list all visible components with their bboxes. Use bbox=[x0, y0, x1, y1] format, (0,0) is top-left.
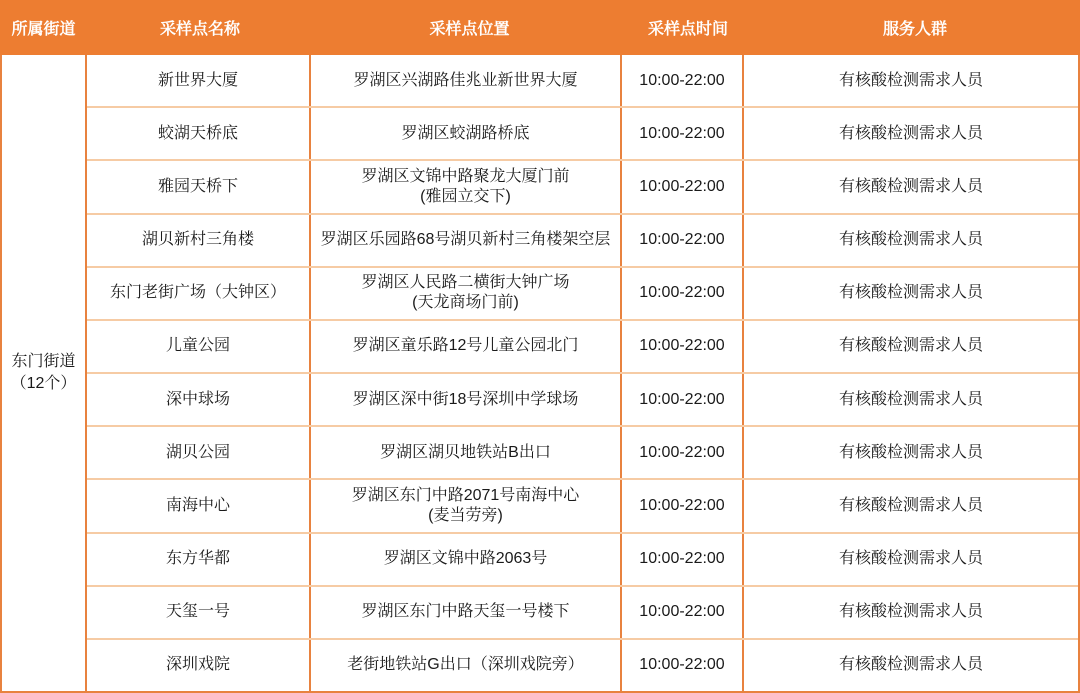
site-name-cell bbox=[87, 534, 311, 585]
site-time: 10:00-22:00 bbox=[639, 231, 725, 249]
site-time: 10:00-22:00 bbox=[639, 337, 725, 355]
service-group-cell bbox=[744, 321, 1078, 372]
site-location-line1: 罗湖区湖贝地铁站B出口 bbox=[380, 443, 551, 461]
site-time: 10:00-22:00 bbox=[639, 656, 725, 674]
site-location-line1: 罗湖区文锦中路2063号 bbox=[383, 550, 548, 568]
site-name: 雅园天桥下 bbox=[157, 177, 238, 195]
service-group: 有核酸检测需求人员 bbox=[838, 71, 983, 89]
table-row bbox=[87, 213, 1078, 266]
street-group-cell bbox=[2, 55, 87, 691]
service-group-cell bbox=[744, 268, 1078, 319]
site-time-cell bbox=[622, 587, 744, 638]
site-name: 深圳戏院 bbox=[165, 656, 230, 674]
street-group-name: 东门街道 bbox=[11, 353, 76, 370]
site-location-cell bbox=[311, 640, 622, 691]
header-service-group: 服务人群 bbox=[882, 21, 947, 38]
site-time-cell bbox=[622, 215, 744, 266]
service-group: 有核酸检测需求人员 bbox=[838, 337, 983, 355]
table-row bbox=[87, 425, 1078, 478]
service-group-cell bbox=[744, 161, 1078, 212]
service-group: 有核酸检测需求人员 bbox=[838, 177, 983, 195]
site-time-cell bbox=[622, 108, 744, 159]
service-group: 有核酸检测需求人员 bbox=[838, 231, 983, 249]
site-time-cell bbox=[622, 427, 744, 478]
service-group: 有核酸检测需求人员 bbox=[838, 656, 983, 674]
site-time-cell bbox=[622, 374, 744, 425]
site-location-cell bbox=[311, 480, 622, 531]
site-time: 10:00-22:00 bbox=[639, 71, 725, 89]
service-group-cell bbox=[744, 215, 1078, 266]
service-group: 有核酸检测需求人员 bbox=[838, 390, 983, 408]
site-time: 10:00-22:00 bbox=[639, 124, 725, 142]
site-location-line1: 罗湖区文锦中路聚龙大厦门前 bbox=[361, 167, 570, 185]
site-location-cell bbox=[311, 534, 622, 585]
site-name: 东门老街广场（大钟区） bbox=[109, 284, 286, 302]
rows-container bbox=[87, 55, 1078, 691]
site-name: 蛟湖天桥底 bbox=[157, 124, 238, 142]
site-name: 深中球场 bbox=[165, 390, 230, 408]
service-group: 有核酸检测需求人员 bbox=[838, 443, 983, 461]
site-name-cell bbox=[87, 268, 311, 319]
site-name: 湖贝公园 bbox=[165, 443, 230, 461]
site-name: 儿童公园 bbox=[165, 337, 230, 355]
service-group: 有核酸检测需求人员 bbox=[838, 603, 983, 621]
table-row bbox=[87, 638, 1078, 691]
site-location-cell bbox=[311, 161, 622, 212]
site-name: 天玺一号 bbox=[165, 603, 230, 621]
site-location-cell bbox=[311, 55, 622, 106]
site-name: 新世界大厦 bbox=[157, 71, 238, 89]
service-group: 有核酸检测需求人员 bbox=[838, 550, 983, 568]
header-site-name: 采样点名称 bbox=[159, 21, 240, 38]
table-row bbox=[87, 266, 1078, 319]
table-row bbox=[87, 106, 1078, 159]
table-row bbox=[87, 319, 1078, 372]
service-group-cell bbox=[744, 587, 1078, 638]
site-name-cell bbox=[87, 587, 311, 638]
site-location-line2: (天龙商场门前) bbox=[412, 294, 519, 312]
site-name-cell bbox=[87, 480, 311, 531]
site-name: 东方华都 bbox=[165, 550, 230, 568]
site-time-cell bbox=[622, 480, 744, 531]
site-location-cell bbox=[311, 321, 622, 372]
site-name: 南海中心 bbox=[165, 496, 230, 514]
site-time: 10:00-22:00 bbox=[639, 603, 725, 621]
service-group-cell bbox=[744, 55, 1078, 106]
site-time-cell bbox=[622, 321, 744, 372]
site-location-line2: (麦当劳旁) bbox=[428, 506, 503, 524]
site-time-cell bbox=[622, 268, 744, 319]
site-location-cell bbox=[311, 108, 622, 159]
service-group-cell bbox=[744, 480, 1078, 531]
site-name-cell bbox=[87, 161, 311, 212]
table-row bbox=[87, 585, 1078, 638]
site-time: 10:00-22:00 bbox=[639, 496, 725, 514]
site-location-line1: 罗湖区乐园路68号湖贝新村三角楼架空层 bbox=[320, 231, 611, 249]
table-row bbox=[87, 55, 1078, 106]
site-name-cell bbox=[87, 374, 311, 425]
site-name-cell bbox=[87, 321, 311, 372]
site-location-line1: 罗湖区人民路二横街大钟广场 bbox=[361, 274, 570, 292]
street-group-count: （12个） bbox=[10, 375, 77, 392]
site-location-cell bbox=[311, 374, 622, 425]
site-location-line1: 罗湖区蛟湖路桥底 bbox=[401, 124, 530, 142]
service-group: 有核酸检测需求人员 bbox=[838, 496, 983, 514]
site-time-cell bbox=[622, 161, 744, 212]
site-time-cell bbox=[622, 534, 744, 585]
service-group: 有核酸检测需求人员 bbox=[838, 284, 983, 302]
site-location-cell bbox=[311, 427, 622, 478]
site-name: 湖贝新村三角楼 bbox=[141, 231, 254, 249]
site-name-cell bbox=[87, 55, 311, 106]
table-row bbox=[87, 372, 1078, 425]
site-location-line1: 罗湖区深中街18号深圳中学球场 bbox=[352, 390, 579, 408]
site-location-line2: (雅园立交下) bbox=[420, 187, 511, 205]
site-location-line1: 罗湖区东门中路2071号南海中心 bbox=[351, 486, 580, 504]
table-row bbox=[87, 159, 1078, 212]
site-time-cell bbox=[622, 55, 744, 106]
table-header bbox=[0, 0, 1080, 55]
header-site-time: 采样点时间 bbox=[647, 21, 728, 38]
table-row bbox=[87, 532, 1078, 585]
table-body bbox=[0, 55, 1080, 693]
site-location-line1: 罗湖区童乐路12号儿童公园北门 bbox=[352, 337, 579, 355]
site-time-cell bbox=[622, 640, 744, 691]
site-location-line1: 老街地铁站G出口（深圳戏院旁） bbox=[347, 656, 584, 674]
header-site-location: 采样点位置 bbox=[429, 21, 510, 38]
site-time: 10:00-22:00 bbox=[639, 390, 725, 408]
site-name-cell bbox=[87, 640, 311, 691]
service-group-cell bbox=[744, 374, 1078, 425]
site-location-line1: 罗湖区东门中路天玺一号楼下 bbox=[361, 603, 570, 621]
service-group: 有核酸检测需求人员 bbox=[838, 124, 983, 142]
service-group-cell bbox=[744, 427, 1078, 478]
header-street: 所属街道 bbox=[11, 21, 76, 38]
site-location-cell bbox=[311, 587, 622, 638]
site-location-cell bbox=[311, 268, 622, 319]
site-name-cell bbox=[87, 108, 311, 159]
site-time: 10:00-22:00 bbox=[639, 550, 725, 568]
site-name-cell bbox=[87, 215, 311, 266]
site-time: 10:00-22:00 bbox=[639, 443, 725, 461]
service-group-cell bbox=[744, 534, 1078, 585]
site-location-line1: 罗湖区兴湖路佳兆业新世界大厦 bbox=[353, 71, 578, 89]
table-row bbox=[87, 478, 1078, 531]
site-time: 10:00-22:00 bbox=[639, 177, 725, 195]
service-group-cell bbox=[744, 108, 1078, 159]
service-group-cell bbox=[744, 640, 1078, 691]
site-time: 10:00-22:00 bbox=[639, 284, 725, 302]
site-location-cell bbox=[311, 215, 622, 266]
site-name-cell bbox=[87, 427, 311, 478]
